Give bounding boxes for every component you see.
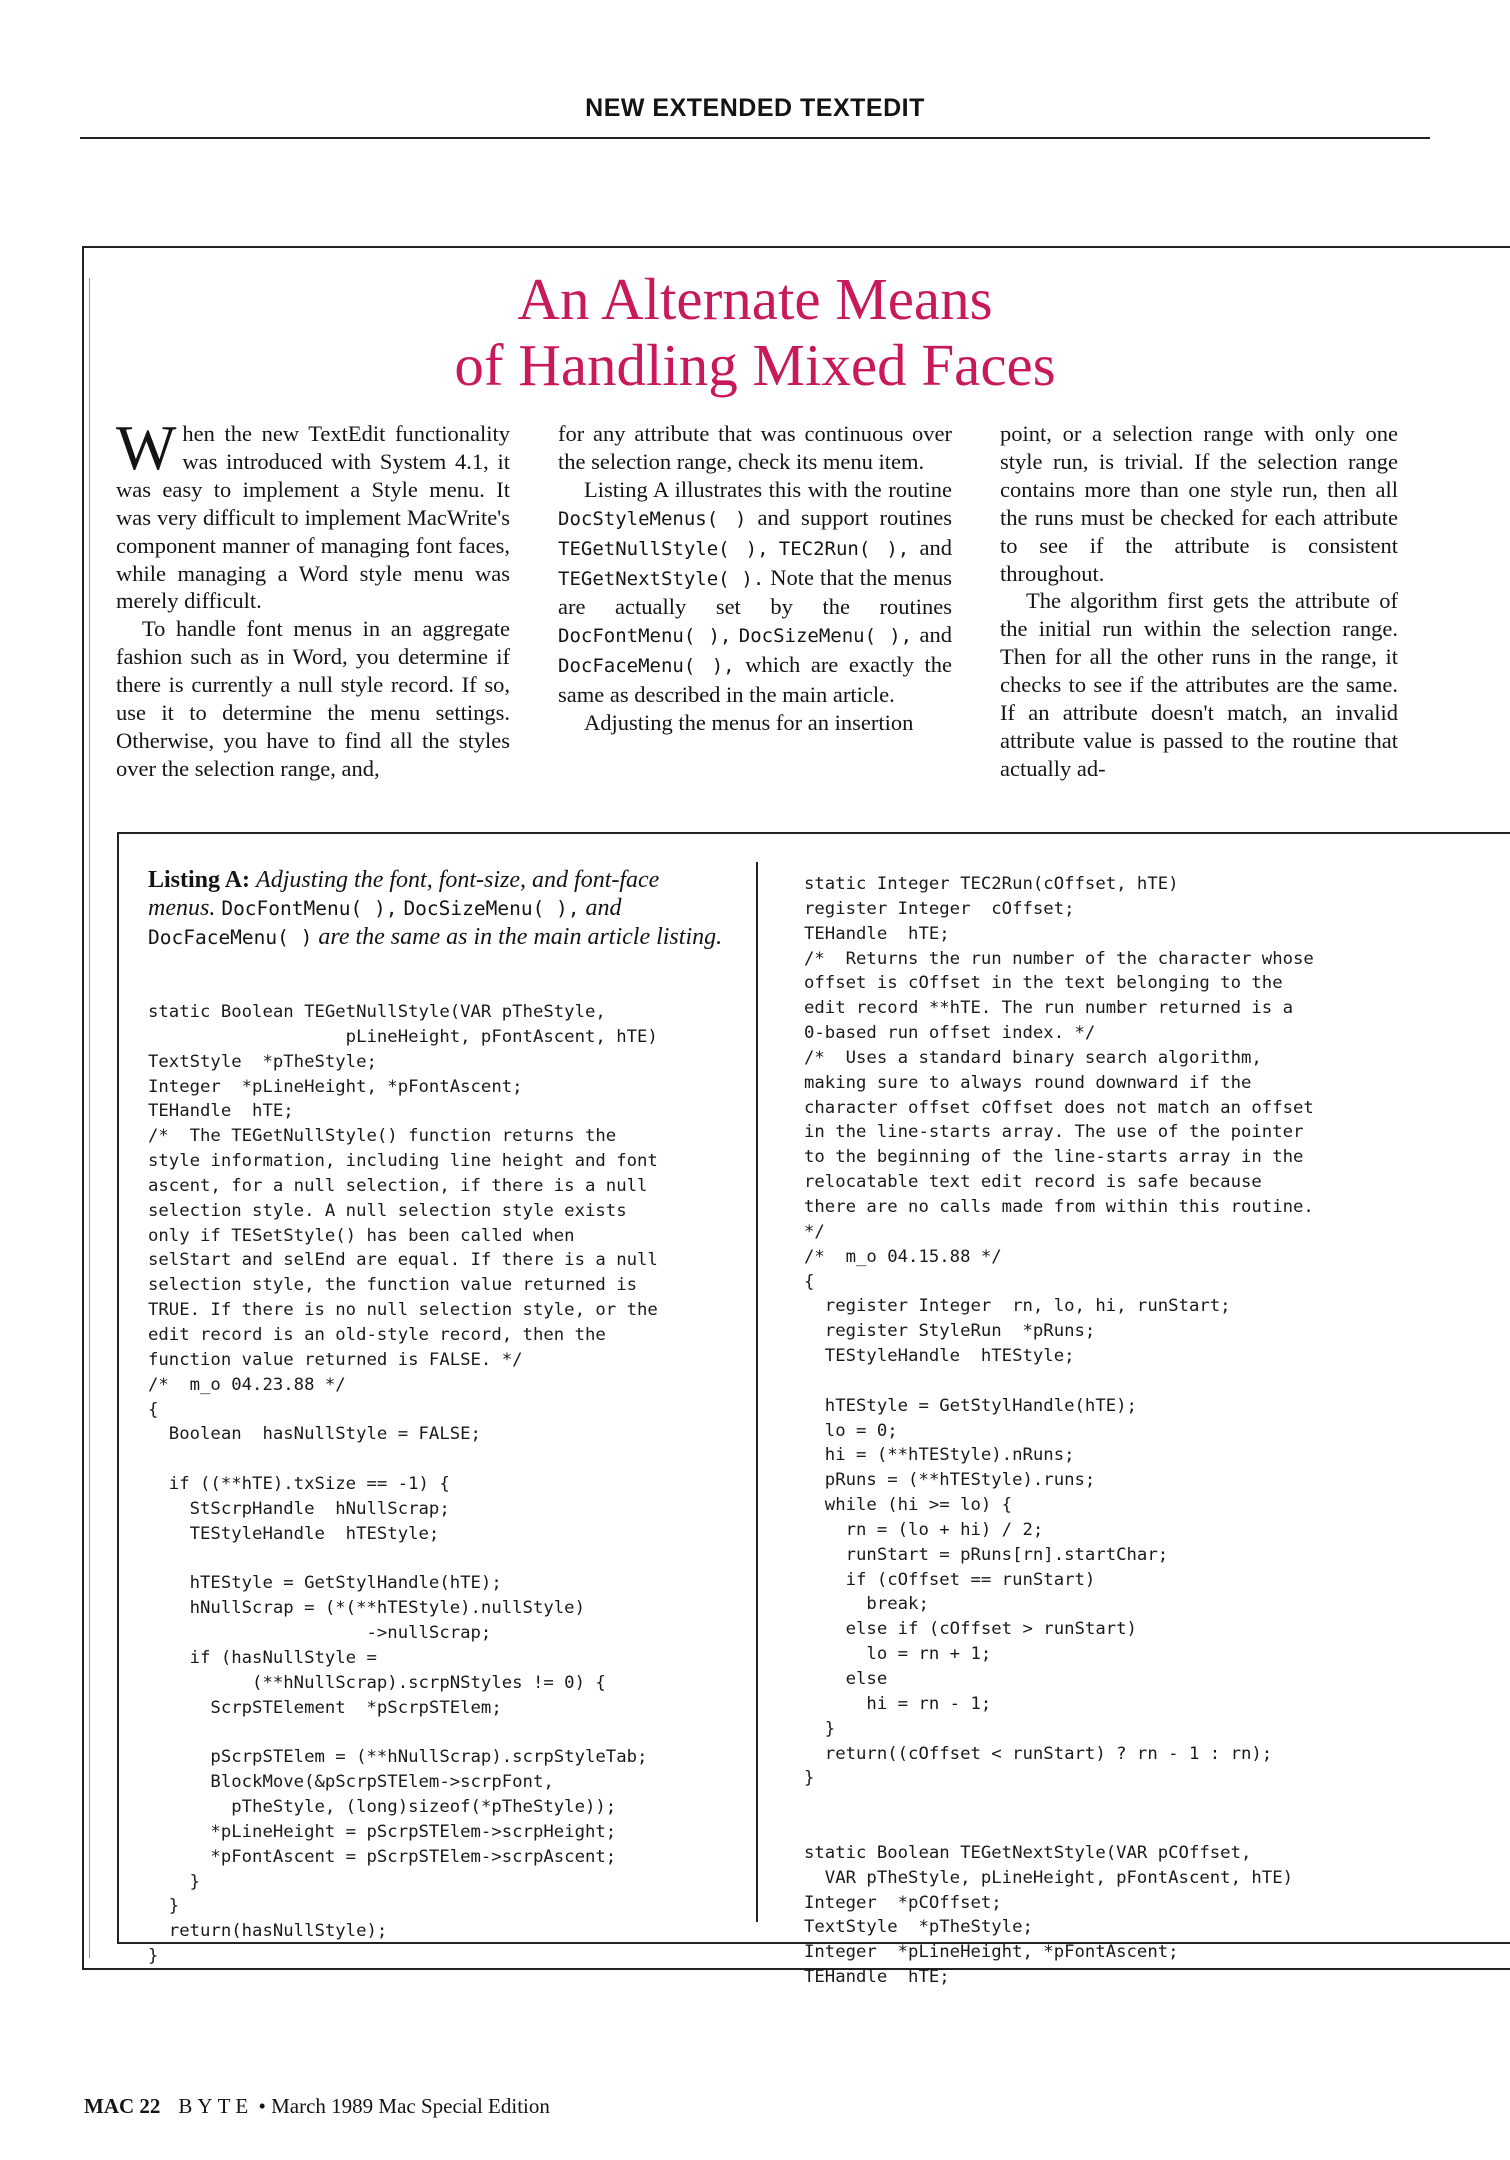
listing-caption-a: Adjusting the font, font-size, and font-face menus. [148, 867, 660, 921]
footer-bullet: • [258, 2094, 266, 2118]
listing-label: Listing A: [148, 867, 251, 893]
code-docfontmenu: DocFontMenu( ), [558, 625, 732, 648]
sidebar-column-3 [1000, 420, 1398, 783]
code-tec2run: TEC2Run( ), [778, 537, 910, 560]
col2-text-d: Note that the menus are actually set by the routines [558, 564, 952, 620]
running-header: NEW EXTENDED TEXTEDIT [585, 94, 925, 122]
sidebar-column-1 [116, 412, 510, 783]
magazine-name: BYTE [178, 2094, 254, 2118]
col1-para-2: To handle font menus in an aggregate fashion such as in Word, you determine if there is currently a null style record. If so, use it to determine the menu settings. Otherwise, you have to find all the styles over the selection range, and, [116, 616, 510, 781]
caption-code-docsizemenu: DocSizeMenu( ), [403, 897, 580, 920]
drop-cap: W [116, 412, 177, 483]
listing-caption [148, 866, 728, 952]
listing-column-divider [756, 862, 758, 1922]
code-docstylemenus: DocStyleMenus( ) [558, 507, 747, 530]
col2-para-3: Adjusting the menus for an insertion [584, 710, 914, 736]
sidebar-column-2 [558, 420, 952, 737]
listing-code-right: static Integer TEC2Run(cOffset, hTE) register Integer cOffset; TEHandle hTE; /* Returns the run number of the character whose offset is cOffset in the text belonging to the edit record **hTE. The run number returned is a 0-based run offset index. */ /* Uses a standard binary search algorithm, making sure to always round downward if the character offset cOffset does not match an offset in the line-starts array. The use of the pointer to the beginning of the line-starts array in the relocatable text edit record is safe because there are no calls made from within this routine. */ /* m_o 04.15.88 */ { register Integer rn, lo, hi, runStart; register StyleRun *pRuns; TEStyleHandle hTEStyle; hTEStyle = GetStylHandle(hTE); lo = 0; hi = (**hTEStyle).nRuns; pRuns = (**hTEStyle).runs; while (hi >= lo) { rn = (lo + hi) / 2; runStart = pRuns[rn].startChar; if (cOffset == runStart) break; else if (cOffset > runStart) lo = rn + 1; else hi = rn - 1; } return((cOffset < runStart) ? rn - 1 : rn); } static Boolean TEGetNextStyle(VAR pCOffset, VAR pTheStyle, pLineHeight, pFontAscent, hTE) Integer *pCOffset; TextStyle *pTheStyle; Integer *pLineHeight, *pFontAscent; TEHandle hTE; [804, 874, 1314, 1988]
code-tegetnullstyle: TEGetNullStyle( ), [558, 537, 769, 560]
code-docfacemenu: DocFaceMenu( ), [558, 655, 735, 678]
page-footer [84, 2094, 550, 2119]
col1-para-1 [116, 412, 510, 615]
col2-para-2 [558, 476, 952, 709]
listing-caption-and: and [585, 895, 622, 921]
col2-text-e: and [919, 622, 952, 648]
page-number: MAC 22 [84, 2094, 161, 2118]
sidebar-title-line2: of Handling Mixed Faces [454, 332, 1056, 398]
col3-para-2: The algorithm first gets the attribute of the initial run within the selection range. Then for all the other runs in the range, it checks to see if the attributes are the same. If an attribute doesn't match, an invalid attribute value is passed to the routine that actually ad- [1000, 588, 1398, 781]
listing-caption-b: are the same as in the main article listing. [318, 924, 723, 950]
caption-code-docfontmenu: DocFontMenu( ), [221, 897, 398, 920]
code-tegetnextstyle: TEGetNextStyle( ). [558, 567, 765, 590]
sidebar-title [0, 266, 1510, 398]
col2-para-1: for any attribute that was continuous over the selection range, check its menu item. [558, 421, 952, 474]
col2-text-c: and [919, 534, 952, 560]
listing-code-left: static Boolean TEGetNullStyle(VAR pTheStyle, pLineHeight, pFontAscent, hTE) TextStyle *pTheStyle; Integer *pLineHeight, *pFontAscent; TEHandle hTE; /* The TEGetNullStyle() function returns the style information, including line height and font ascent, for a null selection, if there is a null selection style. A null selection style exists only if TESetStyle() has been called when selStart and selEnd are equal. If there is a null selection style, the function value returned is TRUE. If there is no null selection style, or the edit record is an old-style record, then the function value returned is FALSE. */ /* m_o 04.23.88 */ { Boolean hasNullStyle = FALSE; if ((**hTE).txSize == -1) { StScrpHandle hNullScrap; TEStyleHandle hTEStyle; hTEStyle = GetStylHandle(hTE); hNullScrap = (*(**hTEStyle).nullStyle) ->nullScrap; if (hasNullStyle = (**hNullScrap).scrpNStyles != 0) { ScrpSTElement *pScrpSTElem; pScrpSTElem = (**hNullScrap).scrpStyleTab; BlockMove(&pScrpSTElem->scrpFont, pTheStyle, (long)sizeof(*pTheStyle)); *pLineHeight = pScrpSTElem->scrpHeight; *pFontAscent = pScrpSTElem->scrpAscent; } } return(hasNullStyle); } [148, 1002, 658, 1967]
col2-text-b: and support routines [757, 504, 952, 530]
sidebar-inner-edge [89, 278, 90, 1958]
code-docsizemenu: DocSizeMenu( ), [738, 625, 913, 648]
col2-text-a: Listing A illustrates this with the routine [584, 476, 952, 502]
col2-text-f: which are exactly the same as described in the main article. [558, 652, 952, 708]
col3-para-1: point, or a selection range with only one style run, is trivial. If the selection range contains more than one style run, then all the runs must be checked for each attribute to see if the attribute is consistent throughout. [1000, 421, 1398, 586]
sidebar-title-line1: An Alternate Means [517, 266, 993, 332]
issue-name: March 1989 Mac Special Edition [271, 2094, 550, 2118]
header-rule [80, 137, 1430, 139]
caption-code-docfacemenu: DocFaceMenu( ) [148, 926, 313, 949]
col1-para-1-text: hen the new TextEdit functionality was introduced with System 4.1, it was easy to implement a Style menu. It was very difficult to implement MacWrite's component manner of managing font faces, while managing a Word style menu was merely difficult. [116, 421, 510, 614]
